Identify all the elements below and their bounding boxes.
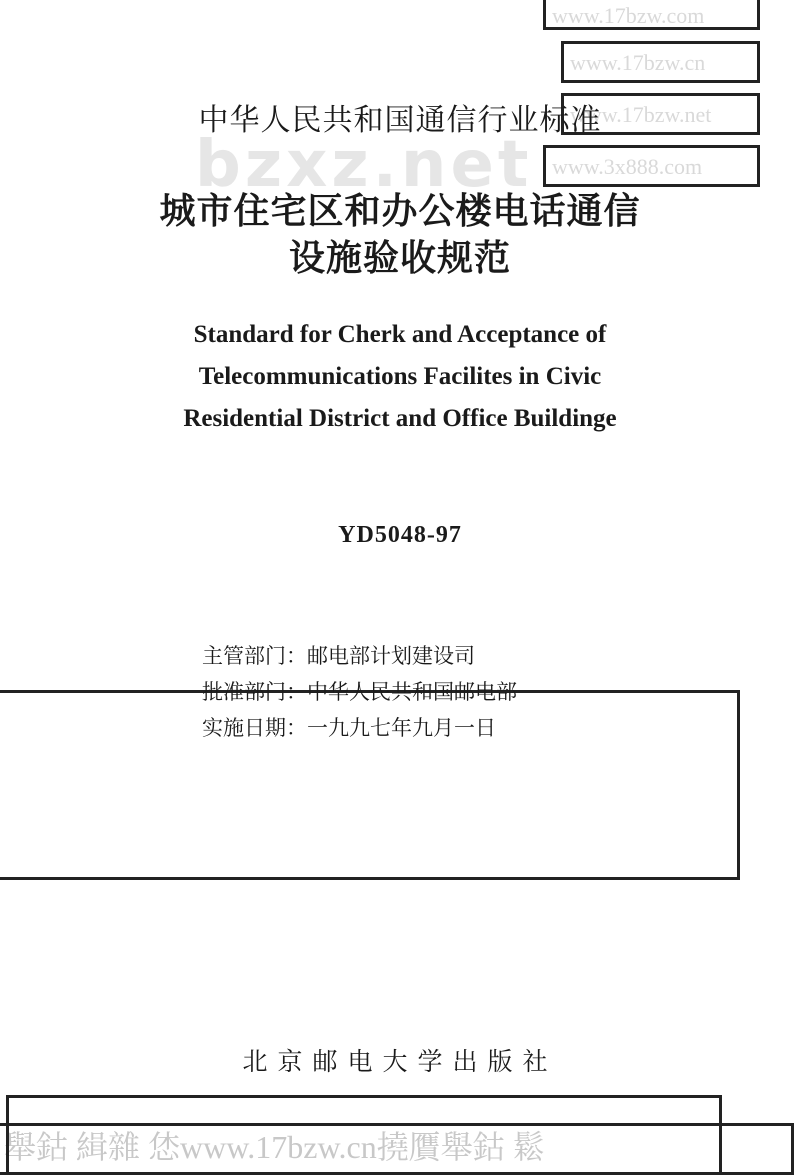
title-cn-line-2: 设施验收规范 <box>288 238 511 279</box>
title-en-line-1: Standard for Cherk and Acceptance of <box>193 321 607 348</box>
watermark-text: www.17bzw.com <box>552 3 705 28</box>
standard-category: 中华人民共和国通信行业标准 <box>198 103 602 138</box>
watermark-box-2 <box>561 41 760 83</box>
authority-line: 主管部门：邮电部计划建设司 <box>202 644 475 668</box>
watermark-text: www.17bzw.net <box>570 102 712 127</box>
title-en-line-3: Residential District and Office Buildinge <box>183 405 617 432</box>
approval-line: 批准部门：中华人民共和国邮电部 <box>202 680 517 704</box>
effective-date-line: 实施日期：一九九七年九月一日 <box>202 716 496 740</box>
center-watermark: bzxz.net <box>195 128 533 202</box>
title-cn-line-1: 城市住宅区和办公楼电话通信 <box>159 191 641 232</box>
bottom-watermark: 舉鈷 緝雜 恷www.17bzw.cn撓贋舉鈷 鬆 <box>4 1129 545 1165</box>
publisher: 北京邮电大学出版社 <box>242 1047 558 1076</box>
standard-code: YD5048-97 <box>338 522 462 548</box>
watermark-text: www.3x888.com <box>552 154 703 179</box>
bottom-frame-inner <box>0 1123 794 1175</box>
watermark-box-1 <box>543 0 760 30</box>
watermark-text: www.17bzw.cn <box>570 50 706 75</box>
title-en-line-2: Telecommunications Facilites in Civic <box>198 363 602 390</box>
